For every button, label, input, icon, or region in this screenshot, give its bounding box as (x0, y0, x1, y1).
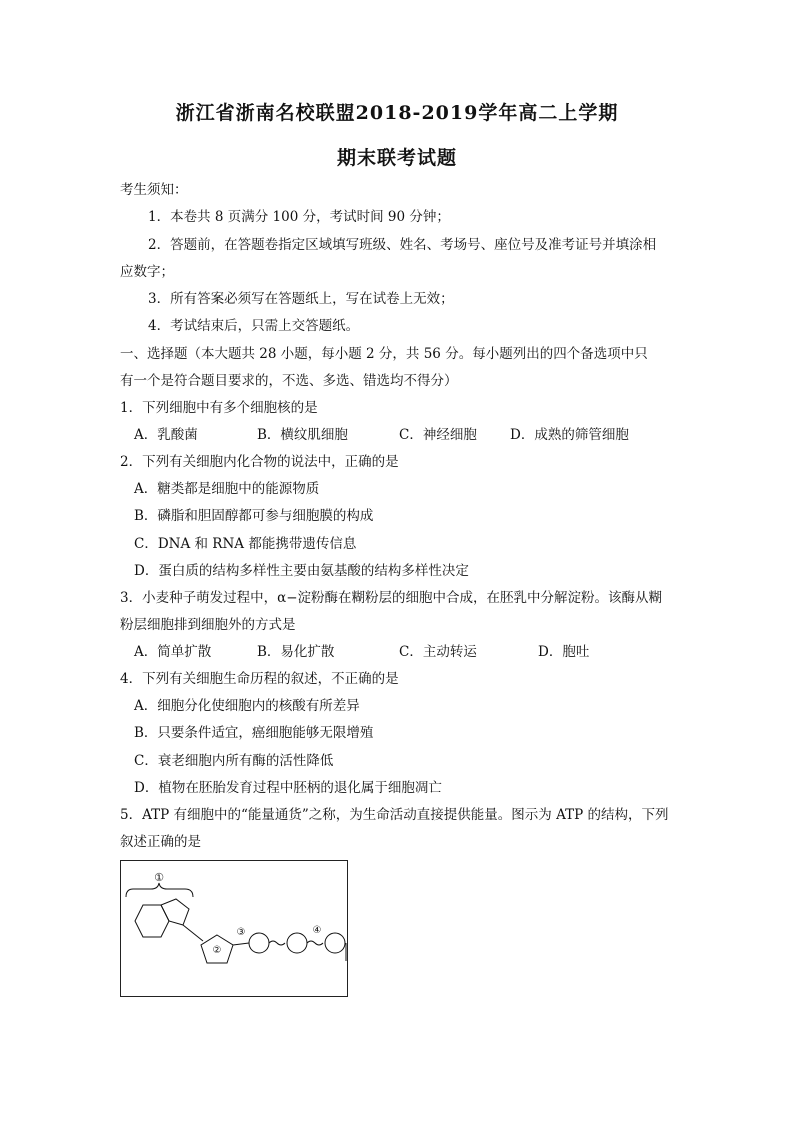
question-2-stem: 2．下列有关细胞内化合物的说法中，正确的是 (120, 454, 399, 470)
question-5-stem-cont: 叙述正确的是 (120, 834, 201, 850)
q2-option-c: C．DNA 和 RNA 都能携带遗传信息 (134, 536, 357, 552)
label-2: ② (212, 945, 222, 956)
q4-option-b: B．只要条件适宜，癌细胞能够无限增殖 (134, 725, 374, 741)
question-1-stem: 1．下列细胞中有多个细胞核的是 (120, 400, 318, 416)
section-header: 一、选择题（本大题共 28 小题，每小题 2 分，共 56 分。每小题列出的四个备选项中只 (120, 346, 648, 362)
phosphate-circle-3 (325, 933, 345, 953)
adenine-pentagon (161, 899, 189, 925)
q1-option-b: B．横纹肌细胞 (257, 427, 348, 443)
notice-item-2: 2．答题前，在答题卷指定区域填写班级、姓名、考场号、座位号及准考证号并填涂相 (148, 237, 657, 253)
question-5-stem: 5．ATP 有细胞中的“能量通货”之称，为生命活动直接提供能量。图示为 ATP 的结构，下列 (120, 807, 669, 823)
q3-option-d: D．胞吐 (538, 644, 590, 660)
q2-option-a: A．糖类都是细胞中的能源物质 (134, 481, 320, 497)
notice-item-4: 4．考试结束后，只需上交答题纸。 (148, 318, 360, 334)
q3-option-c: C．主动转运 (399, 644, 477, 660)
notice-item-1: 1．本卷共 8 页满分 100 分，考试时间 90 分钟； (148, 209, 450, 225)
q3-option-a: A．简单扩散 (134, 644, 212, 660)
question-4-stem: 4．下列有关细胞生命历程的叙述，不正确的是 (120, 671, 399, 687)
q4-option-c: C．衰老细胞内所有酶的活性降低 (134, 753, 334, 769)
ester-bond (233, 943, 249, 945)
q1-option-a: A．乳酸菌 (134, 427, 198, 443)
label-4: ④ (312, 925, 322, 936)
notice-heading: 考生须知： (120, 182, 188, 198)
q4-option-d: D．植物在胚胎发育过程中胚柄的退化属于细胞凋亡 (134, 780, 442, 796)
notice-item-2-cont: 应数字； (120, 264, 174, 280)
exam-subtitle: 期末联考试题 (336, 147, 457, 169)
q2-option-b: B．磷脂和胆固醇都可参与细胞膜的构成 (134, 508, 374, 524)
phosphate-circle-2 (287, 933, 307, 953)
q1-option-c: C．神经细胞 (399, 427, 477, 443)
phosphate-circle-1 (249, 933, 269, 953)
high-energy-bond-1 (269, 941, 285, 945)
atp-diagram-svg (121, 861, 349, 998)
notice-item-3: 3．所有答案必须写在答题纸上，写在试卷上无效； (148, 291, 454, 307)
label-1: ① (154, 871, 164, 884)
adenine-brace (126, 883, 193, 897)
q2-option-d: D．蛋白质的结构多样性主要由氨基酸的结构多样性决定 (134, 563, 469, 579)
q3-option-b: B．易化扩散 (257, 644, 335, 660)
high-energy-bond-2 (307, 941, 323, 945)
q1-option-d: D．成熟的筛管细胞 (510, 427, 629, 443)
question-3-stem-cont: 粉层细胞排到细胞外的方式是 (120, 617, 296, 633)
atp-structure-diagram (120, 860, 348, 997)
label-3: ③ (236, 927, 246, 938)
exam-title: 浙江省浙南名校联盟2018-2019学年高二上学期 (175, 102, 619, 124)
q4-option-a: A．细胞分化使细胞内的核酸有所差异 (134, 698, 360, 714)
section-header-cont: 有一个是符合题目要求的，不选、多选、错选均不得分） (120, 373, 458, 389)
question-3-stem: 3．小麦种子萌发过程中，α−淀粉酶在糊粉层的细胞中合成，在胚乳中分解淀粉。该酶从糊 (120, 590, 663, 606)
glycosidic-bond (183, 925, 203, 941)
